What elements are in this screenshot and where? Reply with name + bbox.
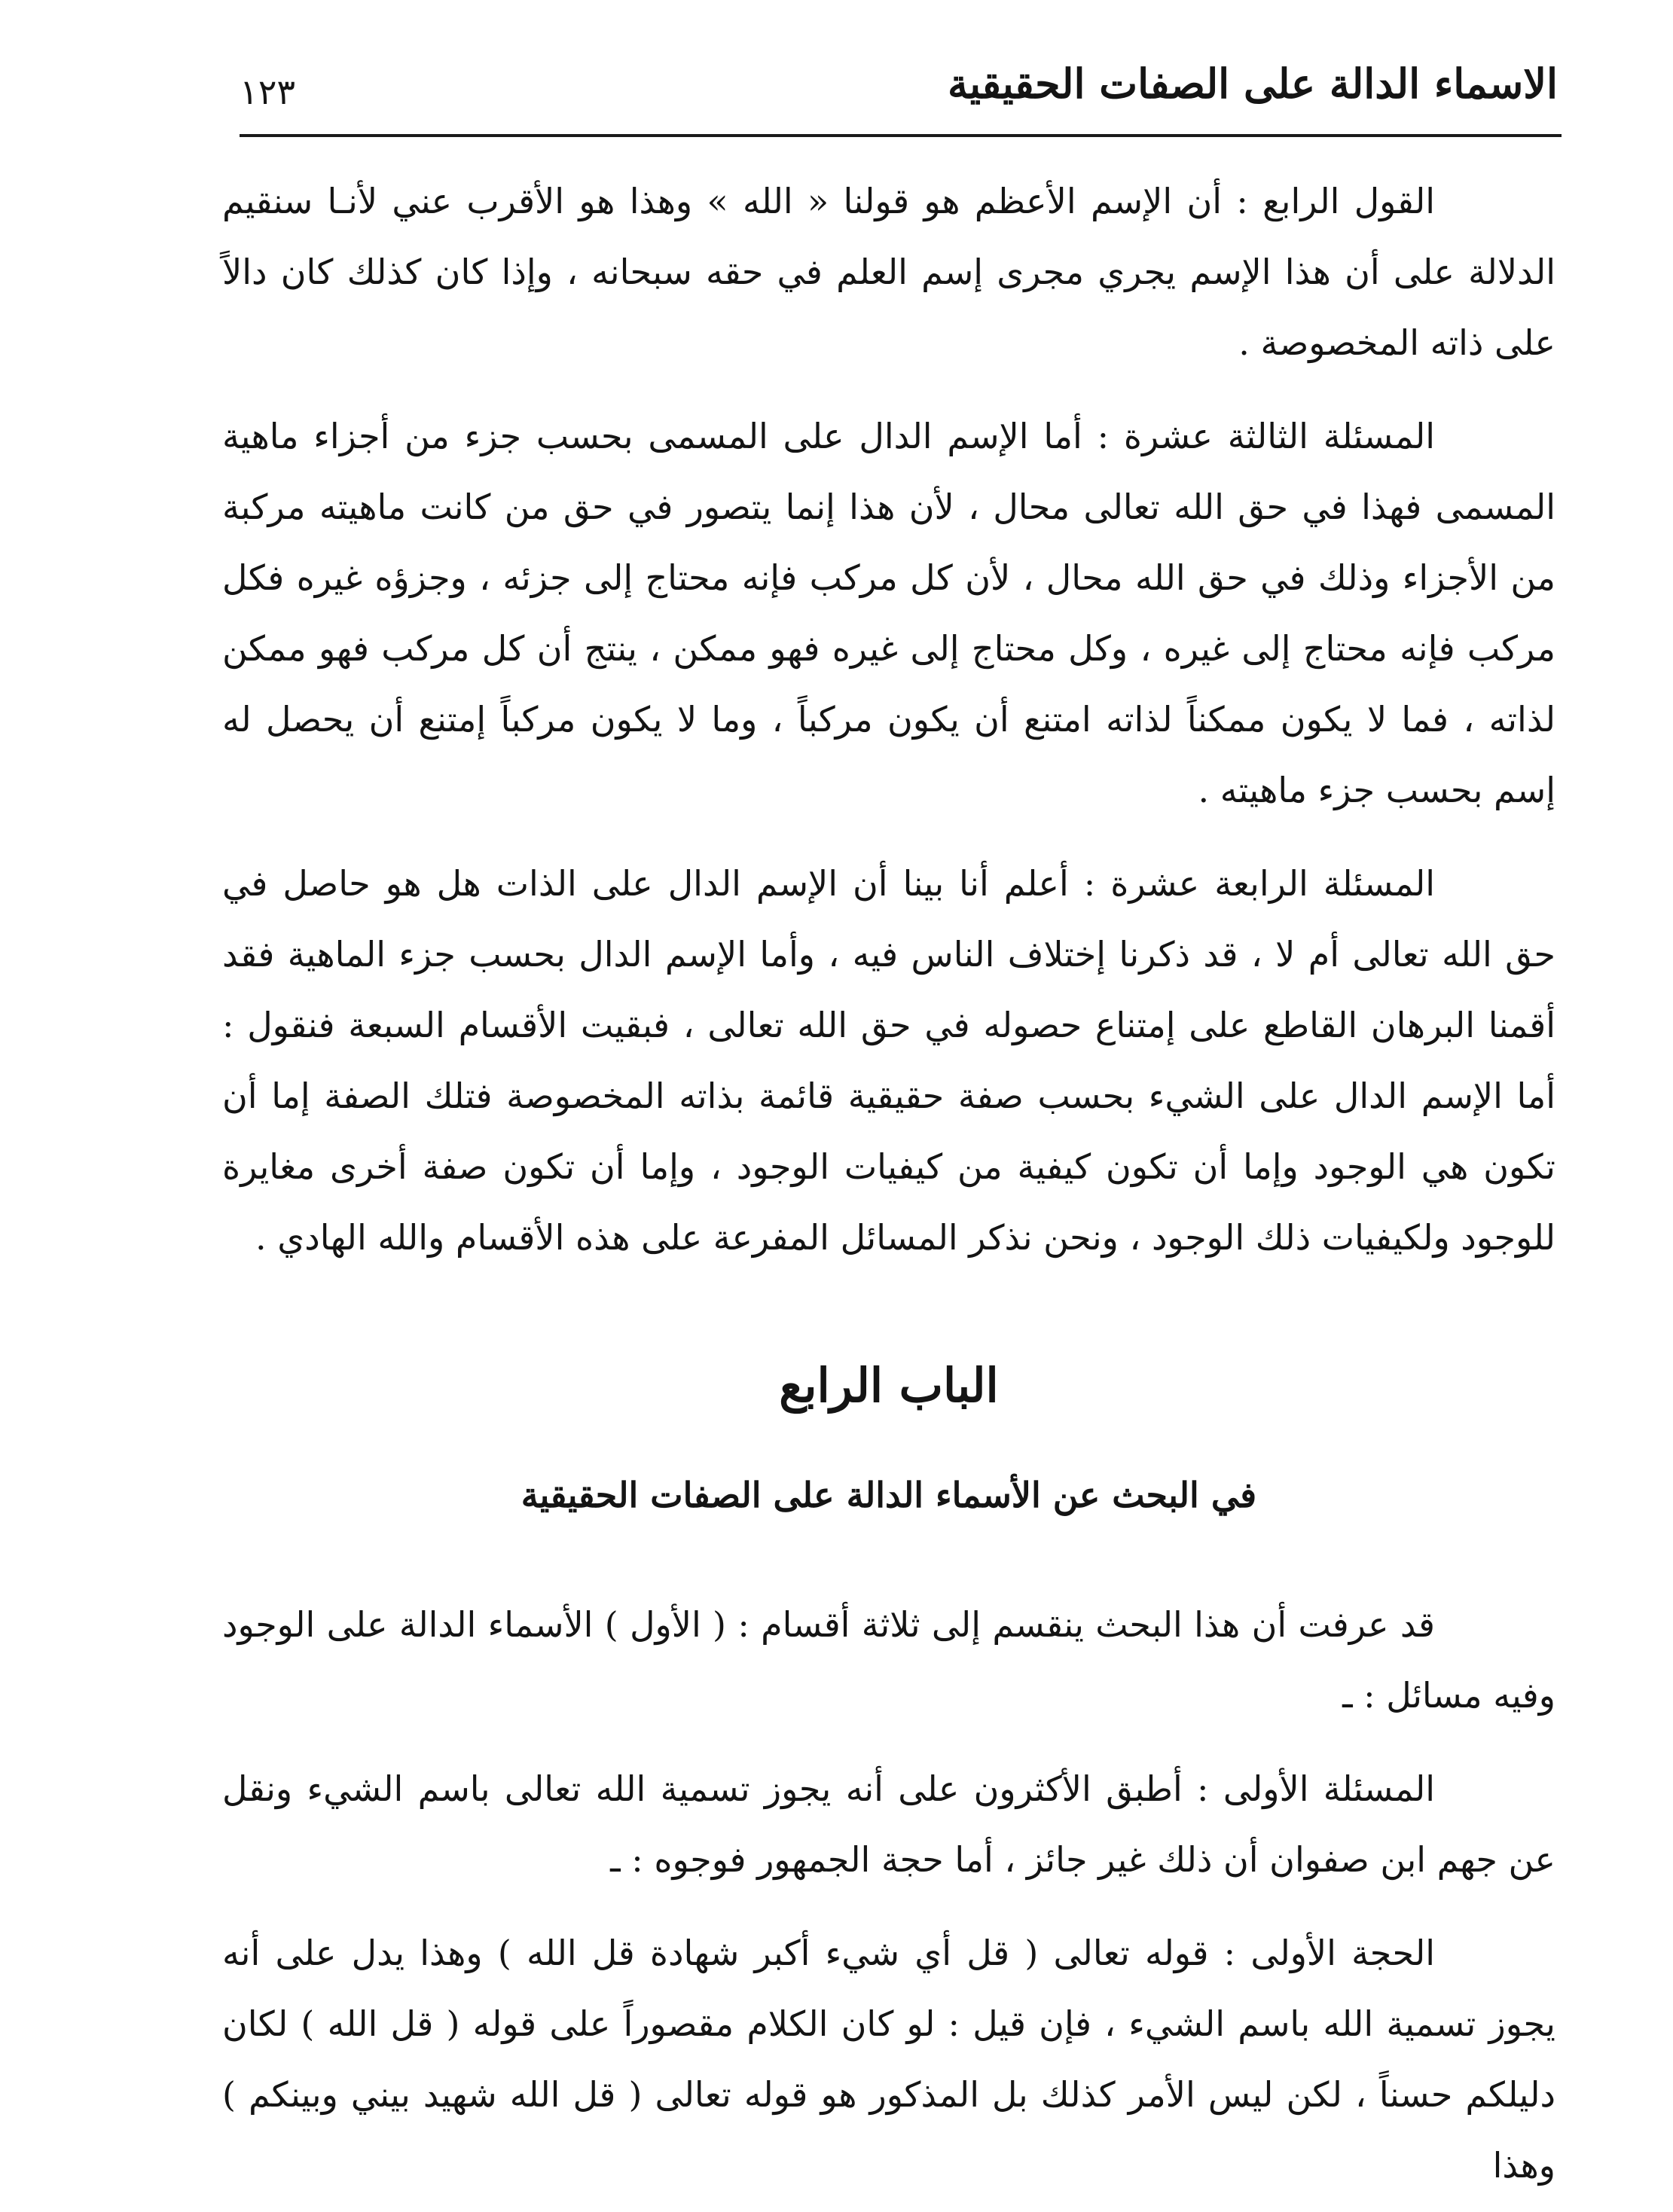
running-title: الاسماء الدالة على الصفات الحقيقية [948, 59, 1558, 108]
page-number: ١٢٣ [240, 72, 296, 112]
chapter-title: الباب الرابع [779, 1358, 999, 1413]
paragraph-issue-thirteen: المسئلة الثالثة عشرة : أما الإسم الدال على المسمى بحسب جزء من أجزاء ماهية المسمى فهذا في حق الله تعالى محال ، لأن هذا إنما يتصور في حق من كانت ماهيته مركبة من الأجزاء وذلك في حق الله محال ، لأن كل مركب فإنه محتاج إلى جزئه ، وجزؤه غيره فكل مركب فإنه محتاج إلى غيره ، وكل محتاج إلى غيره فهو ممكن ، ينتج أن كل مركب فهو ممكن لذاته ، فما لا يكون ممكناً لذاته امتنع أن يكون مركباً ، وما لا يكون مركباً إمتنع أن يحصل له إسم بحسب جزء ماهيته . [222, 416, 1555, 810]
paragraph-issue-fourteen: المسئلة الرابعة عشرة : أعلم أنا بينا أن الإسم الدال على الذات هل هو حاصل في حق الله تعالى أم لا ، قد ذكرنا إختلاف الناس فيه ، وأما الإسم الدال بحسب جزء الماهية فقد أقمنا البرهان القاطع على إمتناع حصوله في حق الله تعالى ، فبقيت الأقسام السبعة فنقول : أما الإسم الدال على الشيء بحسب صفة حقيقية قائمة بذاته المخصوصة فتلك الصفة إما أن تكون هي الوجود وإما أن تكون كيفية من كيفيات الوجود ، وإما أن تكون صفة أخرى مغايرة للوجود ولكيفيات ذلك الوجود ، ونحن نذكر المسائل المفرعة على هذه الأقسام والله الهادي . [222, 863, 1555, 1258]
body-text [222, 166, 1555, 2201]
header-rule [240, 134, 1562, 137]
chapter-subtitle: في البحث عن الأسماء الدالة على الصفات الحقيقية [521, 1475, 1257, 1515]
paragraph-fourth-opinion: القول الرابع : أن الإسم الأعظم هو قولنا « الله » وهذا هو الأقرب عني لأنـا سنقيم الدلالة على أن هذا الإسم يجري مجرى إسم العلم في حقه سبحانه ، وإذا كان كذلك كان دالاً على ذاته المخصوصة . [222, 181, 1555, 363]
running-header [240, 53, 1558, 128]
paragraph-issue-one: المسئلة الأولى : أطبق الأكثرون على أنه يجوز تسمية الله تعالى باسم الشيء ونقل عن جهم ابن صفوان أن ذلك غير جائز ، أما حجة الجمهور فوجوه : ـ [222, 1768, 1555, 1880]
paragraph-first-argument: الحجة الأولى : قوله تعالى ( قل أي شيء أكبر شهادة قل الله ) وهذا يدل على أنه يجوز تسمية الله باسم الشيء ، فإن قيل : لو كان الكلام مقصوراً على قوله ( قل الله ) لكان دليلكم حسناً ، لكن ليس الأمر كذلك بل المذكور هو قوله تعالى ( قل الله شهيد بيني وبينكم ) وهذا [222, 1933, 1555, 2186]
paragraph-chapter-intro: قد عرفت أن هذا البحث ينقسم إلى ثلاثة أقسام : ( الأول ) الأسماء الدالة على الوجود وفيه مسائل : ـ [222, 1604, 1555, 1716]
